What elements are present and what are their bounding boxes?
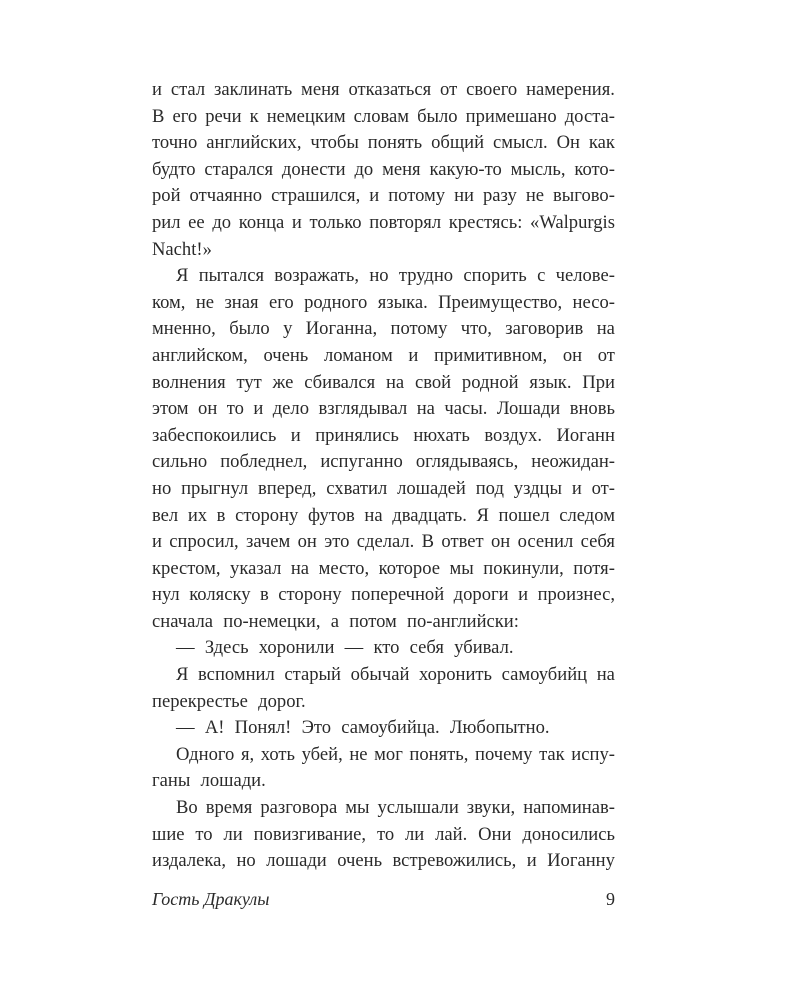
paragraph [152, 795, 615, 875]
text-line: английском, очень ломаном и примитивном, он от [152, 344, 615, 366]
text-line: мненно, было у Иоганна, потому что, заговорив на [152, 318, 615, 340]
text-line: волнения тут же сбивался на свой родной язык. При [152, 371, 615, 393]
text-line: и спросил, зачем он это сделал. В ответ он осенил себя [152, 531, 615, 553]
text-line: перекрестье дорог. [152, 690, 306, 712]
paragraph [152, 715, 615, 742]
page-number: 9 [606, 889, 615, 909]
paragraph [152, 77, 615, 263]
paragraph [152, 742, 615, 795]
text-line: будто старался донести до меня какую-то мысль, кото- [152, 158, 615, 180]
text-line: Я вспомнил старый обычай хоронить самоубийц на [176, 664, 615, 686]
text-line: и стал заклинать меня отказаться от своего намерения. [152, 79, 615, 100]
text-line: рил ее до конца и только повторял крестясь: «Walpurgis [152, 211, 615, 233]
paragraph [152, 662, 615, 715]
text-line: но прыгнул вперед, схватил лошадей под уздцы и от- [152, 477, 615, 499]
text-line: В его речи к немецким словам было примешано доста- [152, 105, 615, 127]
text-line: крестом, указал на место, которое мы покинули, потя- [152, 557, 615, 579]
paragraph [152, 263, 615, 635]
text-line: Одного я, хоть убей, не мог понять, почему так испу- [176, 743, 615, 765]
text-line: — А! Понял! Это самоубийца. Любопытно. [176, 717, 550, 739]
text-line: Во время разговора мы услышали звуки, напоминав- [176, 797, 615, 819]
text-line: сильно побледнел, испуганно оглядываясь, неожидан- [152, 451, 615, 473]
text-line: сначала по-немецки, а потом по-английски: [152, 610, 519, 632]
text-line: Nacht!» [152, 238, 212, 260]
text-line: забеспокоились и принялись нюхать воздух. Иоганн [152, 424, 615, 446]
text-line: точно английских, чтобы понять общий смысл. Он как [152, 132, 615, 154]
text-line: ком, не зная его родного языка. Преимущество, несо- [152, 291, 615, 313]
page-body-text [152, 77, 615, 875]
text-line: ганы лошади. [152, 770, 266, 792]
text-line: вел их в сторону футов на двадцать. Я пошел следом [152, 504, 615, 526]
running-footer-title: Гость Дракулы [152, 889, 270, 909]
paragraph [152, 635, 615, 662]
text-line: рой отчаянно страшился, и потому ни разу не выгово- [152, 185, 615, 207]
text-line: нул коляску в сторону поперечной дороги и произнес, [152, 584, 615, 606]
text-line: издалека, но лошади очень встревожились, и Иоганну [152, 850, 615, 872]
text-line: этом он то и дело взглядывал на часы. Лошади вновь [152, 398, 615, 420]
text-line: Я пытался возражать, но трудно спорить с челове- [176, 265, 615, 287]
text-line: шие то ли повизгивание, то ли лай. Они доносились [152, 823, 615, 845]
text-line: — Здесь хоронили — кто себя убивал. [176, 637, 514, 659]
